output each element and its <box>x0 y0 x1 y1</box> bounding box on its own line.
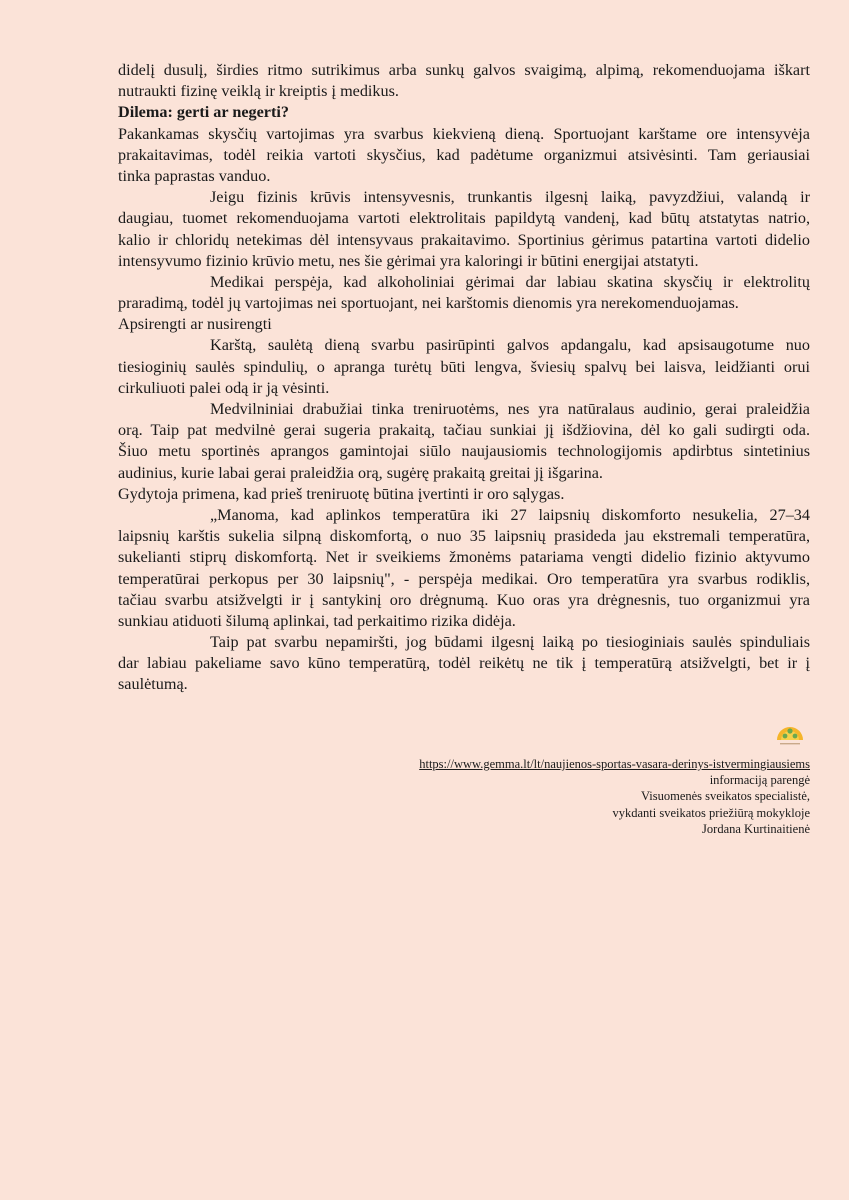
text-line: prakaitavimas, todėl reikia vartoti skysčius, kad padėtume organizmui atsivėsinti. Tam geriausiai <box>118 145 810 164</box>
text-line: nutraukti fizinę veiklą ir kreiptis į medikus. <box>118 82 399 101</box>
text-line: didelį dusulį, širdies ritmo sutrikimus arba sunkų galvos svaigimą, alpimą, rekomenduojama iškart <box>118 61 810 79</box>
credits-block <box>419 756 810 837</box>
article-body <box>118 60 810 696</box>
author-name: Jordana Kurtinaitienė <box>702 821 810 836</box>
text-line: Medvilniniai drabužiai tinka treniruotėms, nes yra natūralaus audinio, gerai praleidžia <box>210 400 810 418</box>
text-line: sunkiau atiduoti šilumą aplinkai, tad perkaitimo rizika didėja. <box>118 611 516 630</box>
school-logo-icon <box>774 718 806 750</box>
text-line: daugiau, tuomet rekomenduojama vartoti elektrolitais papildytą vandenį, kad būtų atstatytas natrio, <box>118 209 810 228</box>
author-title: Visuomenės sveikatos specialistė, <box>640 789 810 804</box>
text-line: orą. Taip pat medvilnė gerai sugeria prakaitą, tačiau sunkiai jį išdžiovina, dėl ko gali sudirgti oda. <box>118 421 810 440</box>
text-line: tiesioginių saulės spindulių, o apranga turėtų būti lengva, šviesių spalvų bei laisva, leidžianti orui <box>118 357 810 376</box>
text-line: Gydytoja primena, kad prieš treniruotę būtina įvertinti ir oro sąlygas. <box>118 484 565 503</box>
text-line: Medikai perspėja, kad alkoholiniai gėrimai dar labiau skatina skysčių ir elektrolitų <box>210 272 810 291</box>
text-line: sukelianti stiprų diskomfortą. Net ir sveikiems žmonėms patariama vengti didelio fizinio aktyvumo <box>118 548 810 567</box>
text-line: laipsnių karštis sukelia silpną diskomfortą, o nuo 35 laipsnių prasideda jau ekstremali temperatūra, <box>118 527 810 546</box>
text-line: tačiau svarbu atsižvelgti ir į santykinį oro drėgnumą. Kuo oras yra drėgnesnis, tuo organizmui yra <box>118 590 810 609</box>
text-line: Jeigu fizinis krūvis intensyvesnis, trunkantis ilgesnį laiką, pavyzdžiui, valandą ir <box>210 188 810 207</box>
text-line: „Manoma, kad aplinkos temperatūra iki 27 laipsnių diskomforto nesukelia, 27–34 <box>210 505 810 524</box>
text-line: Taip pat svarbu nepamiršti, jog būdami ilgesnį laiką po tiesioginiais saulės spinduliais <box>210 633 810 652</box>
text-line: Apsirengti ar nusirengti <box>118 315 272 334</box>
text-line: Karštą, saulėtą dieną svarbu pasirūpinti galvos apdangalu, kad apsisaugotume nuo <box>210 336 810 355</box>
text-line: dar labiau pakeliame savo kūno temperatūrą, todėl reikėtų ne tik į temperatūrą atsižvelgti, bet ir į <box>118 654 810 673</box>
text-line: Pakankamas skysčių vartojimas yra svarbus kiekvieną dieną. Sportuojant karštame ore intensyvėja <box>118 124 810 143</box>
text-line: audinius, kurie labai gerai praleidžia orą, sugėrę prakaitą greitai jį išgarina. <box>118 463 603 482</box>
section-heading: Dilema: gerti ar negerti? <box>118 103 289 122</box>
text-line: temperatūrai perkopus per 30 laipsnių", - perspėja medikai. Oro temperatūra yra svarbus rodiklis, <box>118 569 810 588</box>
text-line: intensyvumo fizinio krūvio metu, nes šie gėrimai yra kaloringi ir būtini energijai atstatyti. <box>118 251 699 270</box>
text-line: saulėtumą. <box>118 675 188 694</box>
credits-line: informaciją parengė <box>709 773 810 788</box>
author-role: vykdanti sveikatos priežiūrą mokykloje <box>612 805 810 820</box>
text-line: cirkuliuoti palei odą ir ją vėsinti. <box>118 378 330 397</box>
text-line: Šiuo metu sportinės aprangos gamintojai siūlo naujausiomis technologijomis apdirbtus sintetinius <box>118 442 810 461</box>
text-line: kalio ir chloridų netekimas dėl intensyvaus prakaitavimo. Sportinius gėrimus patartina vartoti didelio <box>118 230 810 249</box>
text-line: praradimą, todėl jų vartojimas nei sportuojant, nei karštomis dienomis yra nerekomenduojamas. <box>118 294 739 313</box>
source-link[interactable]: https://www.gemma.lt/lt/naujienos-sportas-vasara-derinys-istvermingiausiems <box>419 757 810 771</box>
text-line: tinka paprastas vanduo. <box>118 166 271 185</box>
